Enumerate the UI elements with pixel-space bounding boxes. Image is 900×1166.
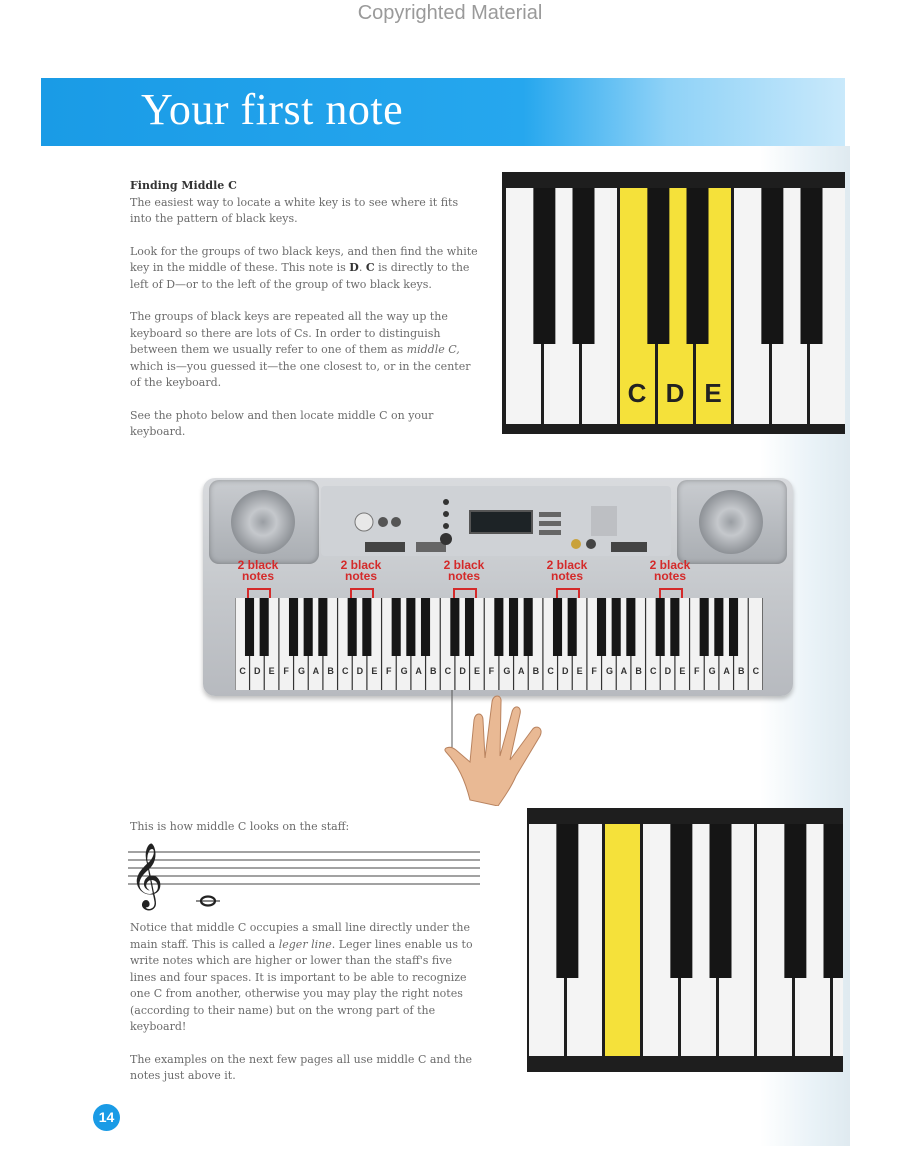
photo-black-key (670, 598, 679, 656)
key-letter: E (576, 666, 583, 676)
key-letter: E (371, 666, 378, 676)
key-letter: D (254, 666, 261, 676)
key-label-e: E (704, 378, 722, 408)
photo-keybed (235, 598, 763, 690)
black-key (687, 188, 709, 344)
key-letter: A (415, 666, 422, 676)
key-letter: D (664, 666, 672, 676)
key-letter: D (356, 666, 364, 676)
photo-black-key (509, 598, 518, 656)
black-key (556, 824, 578, 978)
page-title: Your first note (141, 85, 404, 134)
label-group-1: 2 black notes (237, 558, 279, 583)
label-bracket-5 (659, 588, 683, 598)
staff-caption: This is how middle C looks on the staff: (130, 820, 350, 833)
key-letter: B (532, 666, 540, 676)
key-letter: E (268, 666, 275, 676)
key-letter: C (547, 666, 554, 676)
black-key (710, 824, 732, 978)
photo-black-key (245, 598, 254, 656)
photo-black-key (553, 598, 562, 656)
label-group-5: 2 black notes (649, 558, 691, 583)
watermark: Copyrighted Material (357, 2, 543, 24)
leger-paragraph: Notice that middle C occupies a small line directly under the main staff. This is called a leger line. Leger lines enable us to write notes which are higher or lower than the staff's five lines and four spaces. It is important to be able to recognize one C from another, otherwise you may play the right notes (according to their name) but on the wrong part of the keyboard! (130, 921, 473, 1033)
photo-black-key (729, 598, 738, 656)
key-letter: D (562, 666, 569, 676)
photo-black-key (626, 598, 635, 656)
key-letter: C (342, 666, 349, 676)
black-key (573, 188, 595, 344)
photo-black-key (612, 598, 621, 656)
middle-c-key (605, 824, 640, 1056)
key-letter: E (474, 666, 481, 676)
key-letter: B (430, 666, 437, 676)
staff-explanation (130, 920, 480, 1085)
photo-black-key (656, 598, 665, 656)
key-letter: B (738, 666, 745, 676)
label-bracket-4 (556, 588, 580, 598)
key-letter: A (723, 666, 730, 676)
photo-black-key (494, 598, 503, 656)
key-label-c: C (627, 378, 647, 408)
black-key (824, 824, 844, 978)
photo-black-key (304, 598, 313, 656)
key-letter: G (400, 666, 408, 676)
black-key (533, 188, 555, 344)
keyboard-photo (203, 478, 793, 696)
key-letter: B (327, 666, 334, 676)
black-key (647, 188, 669, 344)
label-group-3: 2 black notes (443, 558, 485, 583)
label-group-4: 2 black notes (546, 558, 588, 583)
treble-clef: 𝄞 (130, 843, 164, 908)
key-letter: C (650, 666, 657, 676)
key-letter: E (679, 666, 686, 676)
lcd-display (469, 510, 533, 534)
key-letter: F (488, 666, 495, 676)
paragraph-3: The groups of black keys are repeated all the way up the keyboard so there are lots of Cs. In order to distinguish between them we usually refer to one of them as middle C, which is—you guessed it—the one closest to, or in the center of the keyboard. (130, 310, 471, 389)
key-letter: F (283, 666, 289, 676)
key-letter: F (591, 666, 597, 676)
hand-illustration (440, 690, 560, 806)
photo-black-key (421, 598, 430, 656)
next-pages-paragraph: The examples on the next few pages all use middle C and the notes just above it. (130, 1052, 473, 1082)
section-heading: Finding Middle C (130, 179, 237, 192)
paragraph-2: Look for the groups of two black keys, and then find the white key in the middle of these. This note is D. C is directly to the left of D—or to the left of the group of two black keys. (130, 244, 478, 291)
paragraph-1: The easiest way to locate a white key is to see where it fits into the pattern of black keys. (130, 195, 459, 225)
key-letter: A (312, 666, 320, 676)
key-letter: G (606, 666, 614, 676)
label-bracket-3 (453, 588, 477, 598)
key-letter: G (503, 666, 511, 676)
photo-black-key (260, 598, 269, 656)
label-bracket-2 (350, 588, 374, 598)
key-letter: G (708, 666, 716, 676)
intro-text (130, 178, 480, 441)
key-label-d: D (665, 378, 685, 408)
photo-black-key (700, 598, 709, 656)
key-letter: C (752, 666, 760, 676)
key-letter: G (298, 666, 306, 676)
photo-black-key (450, 598, 459, 656)
top-keyboard-diagram (502, 172, 845, 434)
photo-black-key (465, 598, 474, 656)
photo-black-key (392, 598, 401, 656)
key-letter: D (459, 666, 466, 676)
key-letter: C (444, 666, 452, 676)
black-key (801, 188, 823, 344)
title-banner (41, 78, 845, 146)
black-key (761, 188, 783, 344)
photo-black-key (524, 598, 533, 656)
photo-black-key (348, 598, 357, 656)
left-speaker (209, 480, 319, 564)
photo-black-key (362, 598, 371, 656)
right-speaker (677, 480, 787, 564)
key-letter: A (620, 666, 628, 676)
photo-black-key (597, 598, 606, 656)
key-letter: C (239, 666, 246, 676)
photo-black-key (318, 598, 327, 656)
photo-white-key (749, 598, 762, 690)
page-number: 14 (93, 1104, 120, 1131)
black-key (670, 824, 692, 978)
paragraph-4: See the photo below and then locate middle C on your keyboard. (130, 408, 434, 438)
label-group-2: 2 black notes (340, 558, 382, 583)
photo-black-key (289, 598, 298, 656)
photo-black-key (406, 598, 415, 656)
key-letter: F (386, 666, 392, 676)
photo-black-key (714, 598, 723, 656)
key-letter: B (635, 666, 642, 676)
black-key (784, 824, 806, 978)
key-letter: F (694, 666, 700, 676)
label-bracket-1 (247, 588, 271, 598)
music-staff (128, 838, 480, 913)
bottom-keyboard-diagram (527, 808, 843, 1072)
photo-black-key (568, 598, 577, 656)
control-panel (321, 486, 671, 556)
key-letter: A (518, 666, 525, 676)
